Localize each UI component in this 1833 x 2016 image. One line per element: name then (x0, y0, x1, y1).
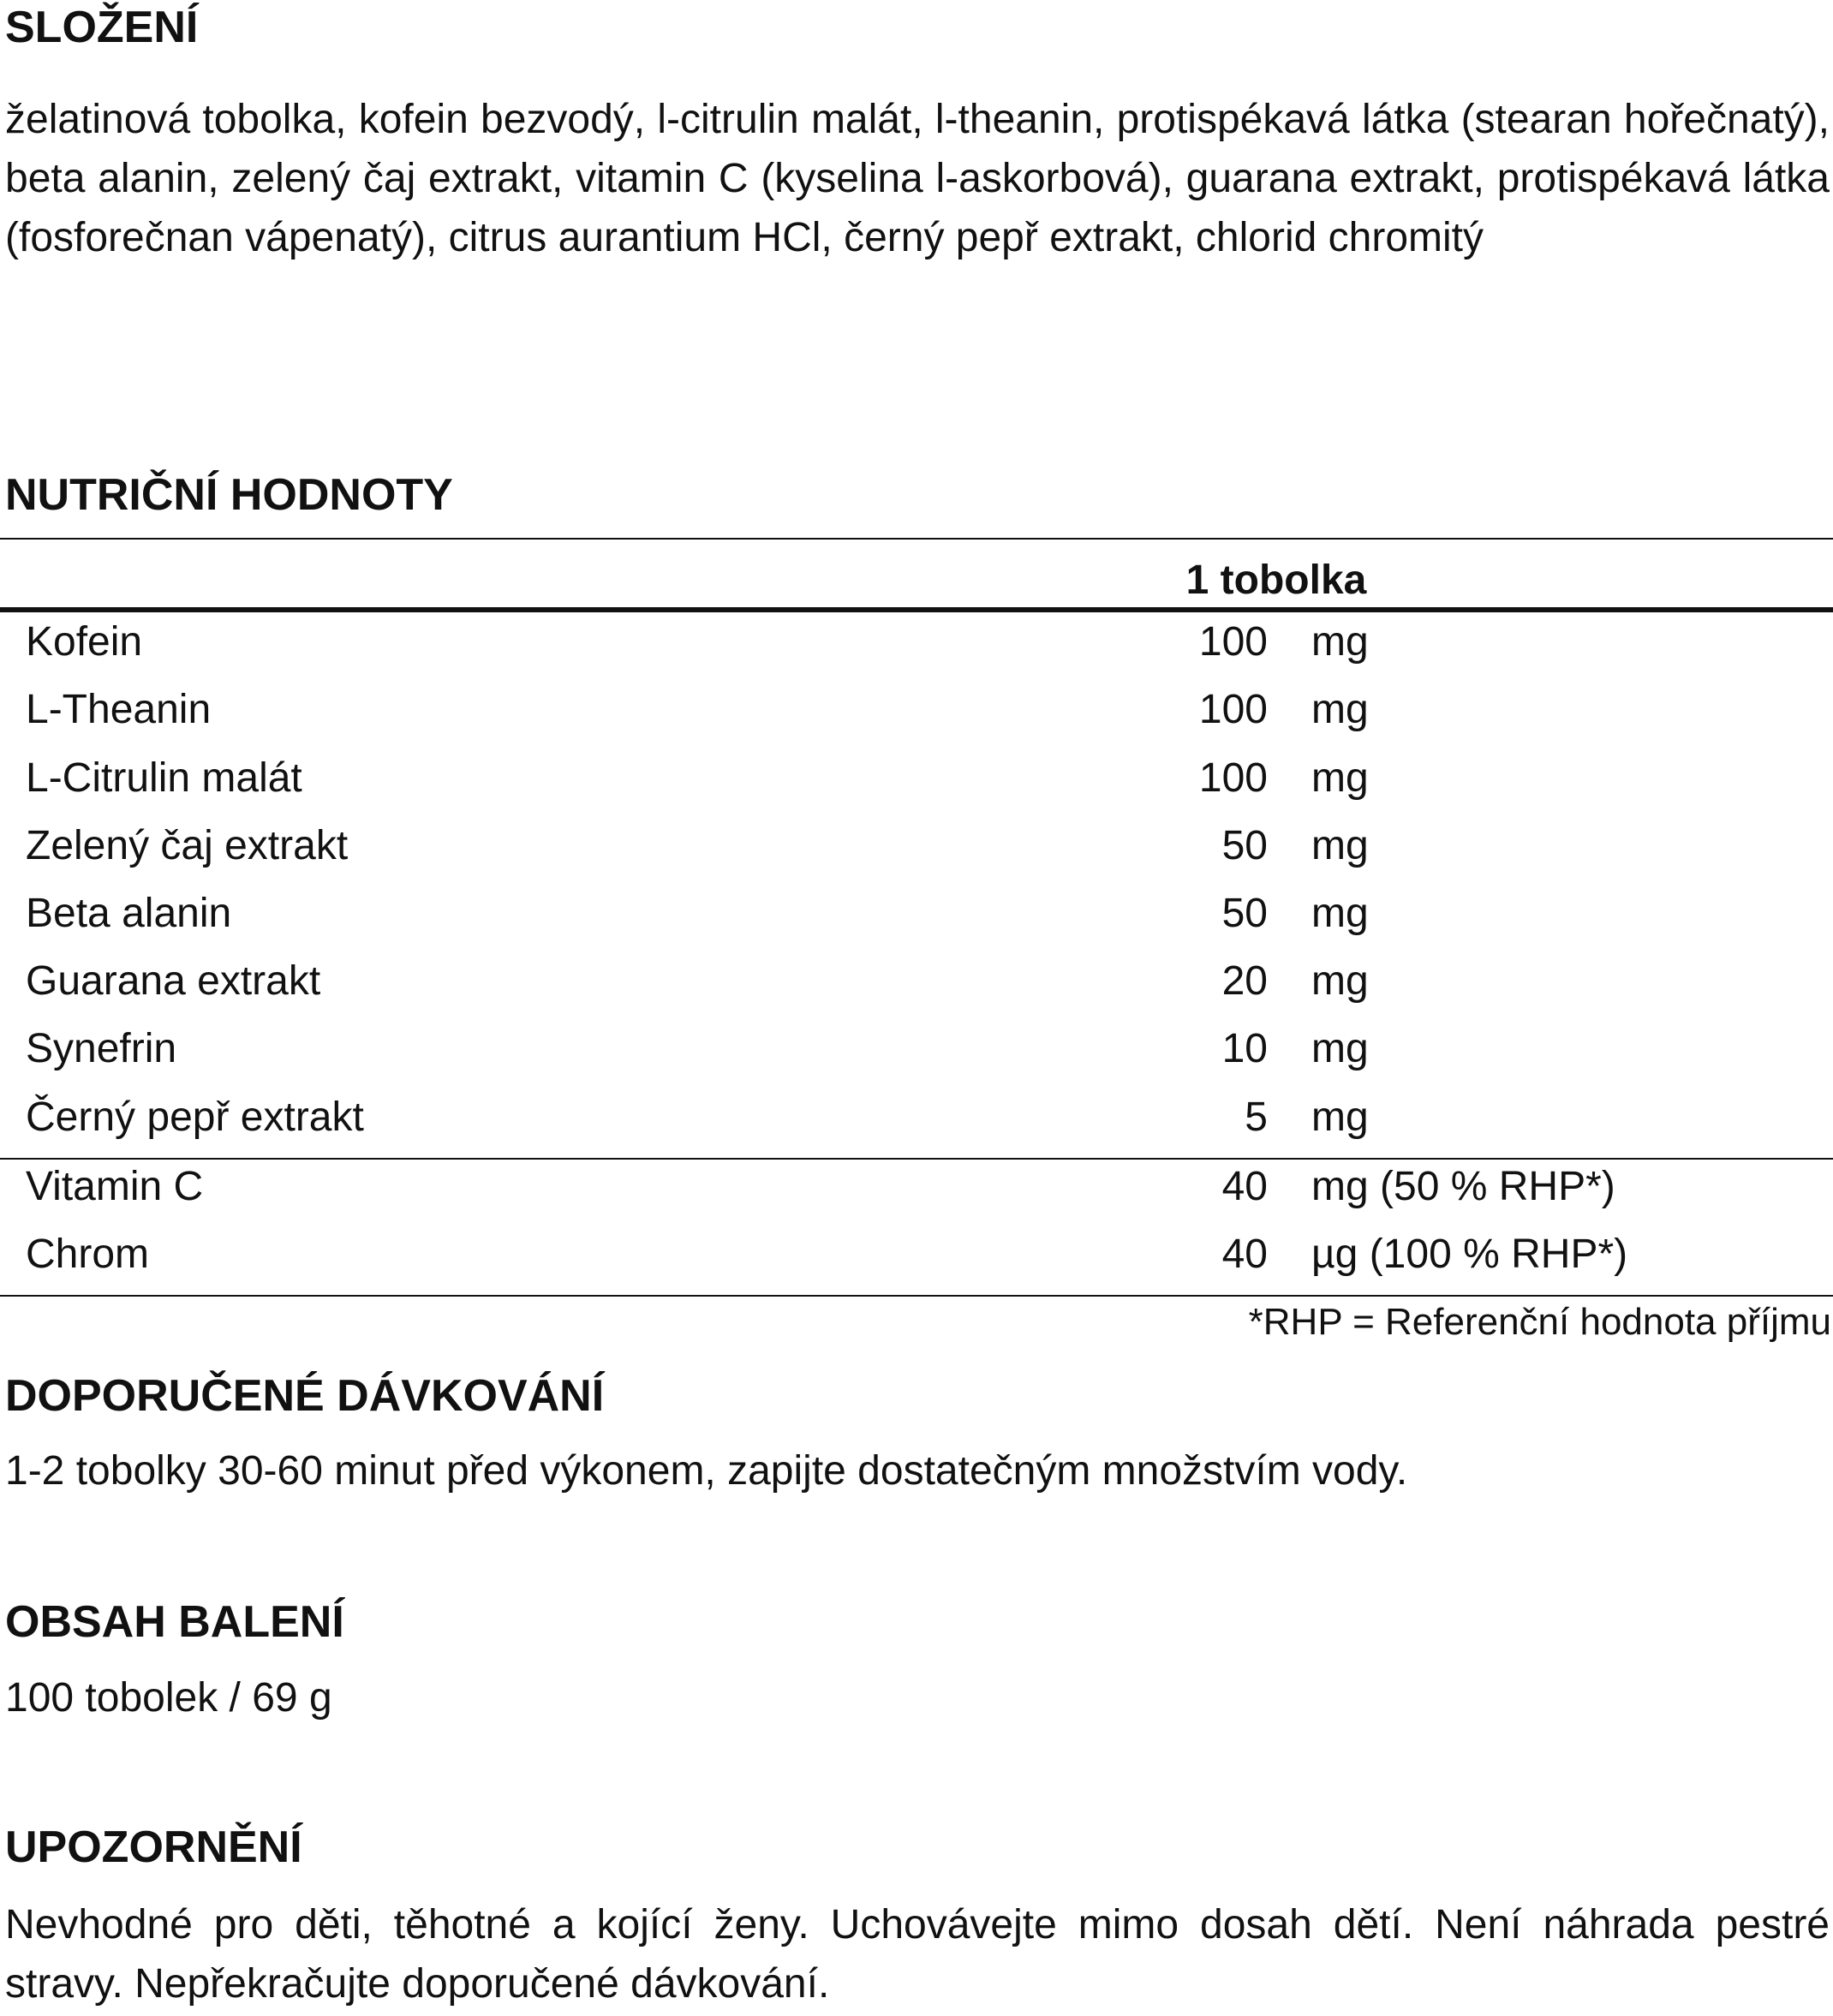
warning-title: UPOZORNĚNÍ (5, 1822, 302, 1872)
nutrient-amount: 100 (1198, 687, 1268, 732)
nutrient-name: Guarana extrakt (26, 958, 321, 1004)
package-text: 100 tobolek / 69 g (5, 1675, 332, 1721)
nutrient-amount: 100 (1198, 755, 1268, 801)
table-row (0, 952, 1833, 1020)
nutrient-name: Synefrin (26, 1026, 177, 1071)
table-row (0, 1089, 1833, 1156)
nutrient-amount: 50 (1221, 823, 1268, 868)
table-row (0, 749, 1833, 817)
nutrient-name: L-Theanin (26, 687, 212, 732)
composition-title: SLOŽENÍ (5, 3, 199, 52)
nutrient-amount: 10 (1221, 1026, 1268, 1071)
nutrient-amount: 40 (1221, 1164, 1268, 1209)
nutrient-unit: mg (1311, 1026, 1369, 1071)
column-header: 1 tobolka (1185, 558, 1367, 603)
nutrient-unit: mg (1311, 687, 1369, 732)
nutrient-amount: 100 (1198, 619, 1268, 665)
nutrient-amount: 40 (1221, 1232, 1268, 1277)
nutrient-name: Zelený čaj extrakt (26, 823, 349, 868)
nutrient-unit: mg (1311, 823, 1369, 868)
table-row (0, 885, 1833, 952)
nutrient-name: Beta alanin (26, 891, 232, 936)
nutrient-unit: µg (100 % RHP*) (1311, 1232, 1628, 1277)
nutrient-name: L-Citrulin malát (26, 755, 302, 801)
dosage-text: 1-2 tobolky 30-60 minut před výkonem, zapijte dostatečným množstvím vody. (5, 1448, 1408, 1494)
nutrition-title: NUTRIČNÍ HODNOTY (5, 470, 453, 520)
nutrient-unit: mg (1311, 755, 1369, 801)
nutrient-name: Vitamin C (26, 1164, 204, 1209)
header-rule (0, 607, 1833, 612)
nutrient-name: Chrom (26, 1232, 150, 1277)
composition-text: želatinová tobolka, kofein bezvodý, l-citrulin malát, l-theanin, protispékavá látka (stearan hořečnatý), beta alanin, zelený čaj extrakt, vitamin C (kyselina l-askorbová), guarana extrakt, protispékavá látka (fosforečnan vápenatý), citrus aurantium HCl, černý pepř extrakt, chlorid chromitý (5, 97, 1830, 260)
table-row (0, 1226, 1833, 1293)
table-top-rule (0, 538, 1833, 540)
nutrient-unit: mg (1311, 1094, 1369, 1140)
rhp-footnote: *RHP = Referenční hodnota příjmu (1248, 1301, 1831, 1343)
nutrient-amount: 20 (1221, 958, 1268, 1004)
dosage-title: DOPORUČENÉ DÁVKOVÁNÍ (5, 1371, 605, 1421)
package-title: OBSAH BALENÍ (5, 1597, 344, 1647)
nutrient-amount: 50 (1221, 891, 1268, 936)
nutrient-unit: mg (1311, 891, 1369, 936)
table-row (0, 613, 1833, 681)
nutrient-amount: 5 (1245, 1094, 1268, 1140)
nutrient-unit: mg (1311, 619, 1369, 665)
nutrient-unit: mg (50 % RHP*) (1311, 1164, 1615, 1209)
table-row (0, 1020, 1833, 1088)
nutrient-name: Černý pepř extrakt (26, 1094, 364, 1140)
table-row (0, 1158, 1833, 1226)
nutrient-name: Kofein (26, 619, 143, 665)
table-row (0, 817, 1833, 885)
warning-text: Nevhodné pro děti, těhotné a kojící ženy. Uchovávejte mimo dosah dětí. Není náhrada pestré stravy. Nepřekračujte doporučené dávkování. (5, 1902, 1830, 2007)
table-bottom-rule (0, 1295, 1833, 1297)
table-row (0, 681, 1833, 749)
nutrient-unit: mg (1311, 958, 1369, 1004)
